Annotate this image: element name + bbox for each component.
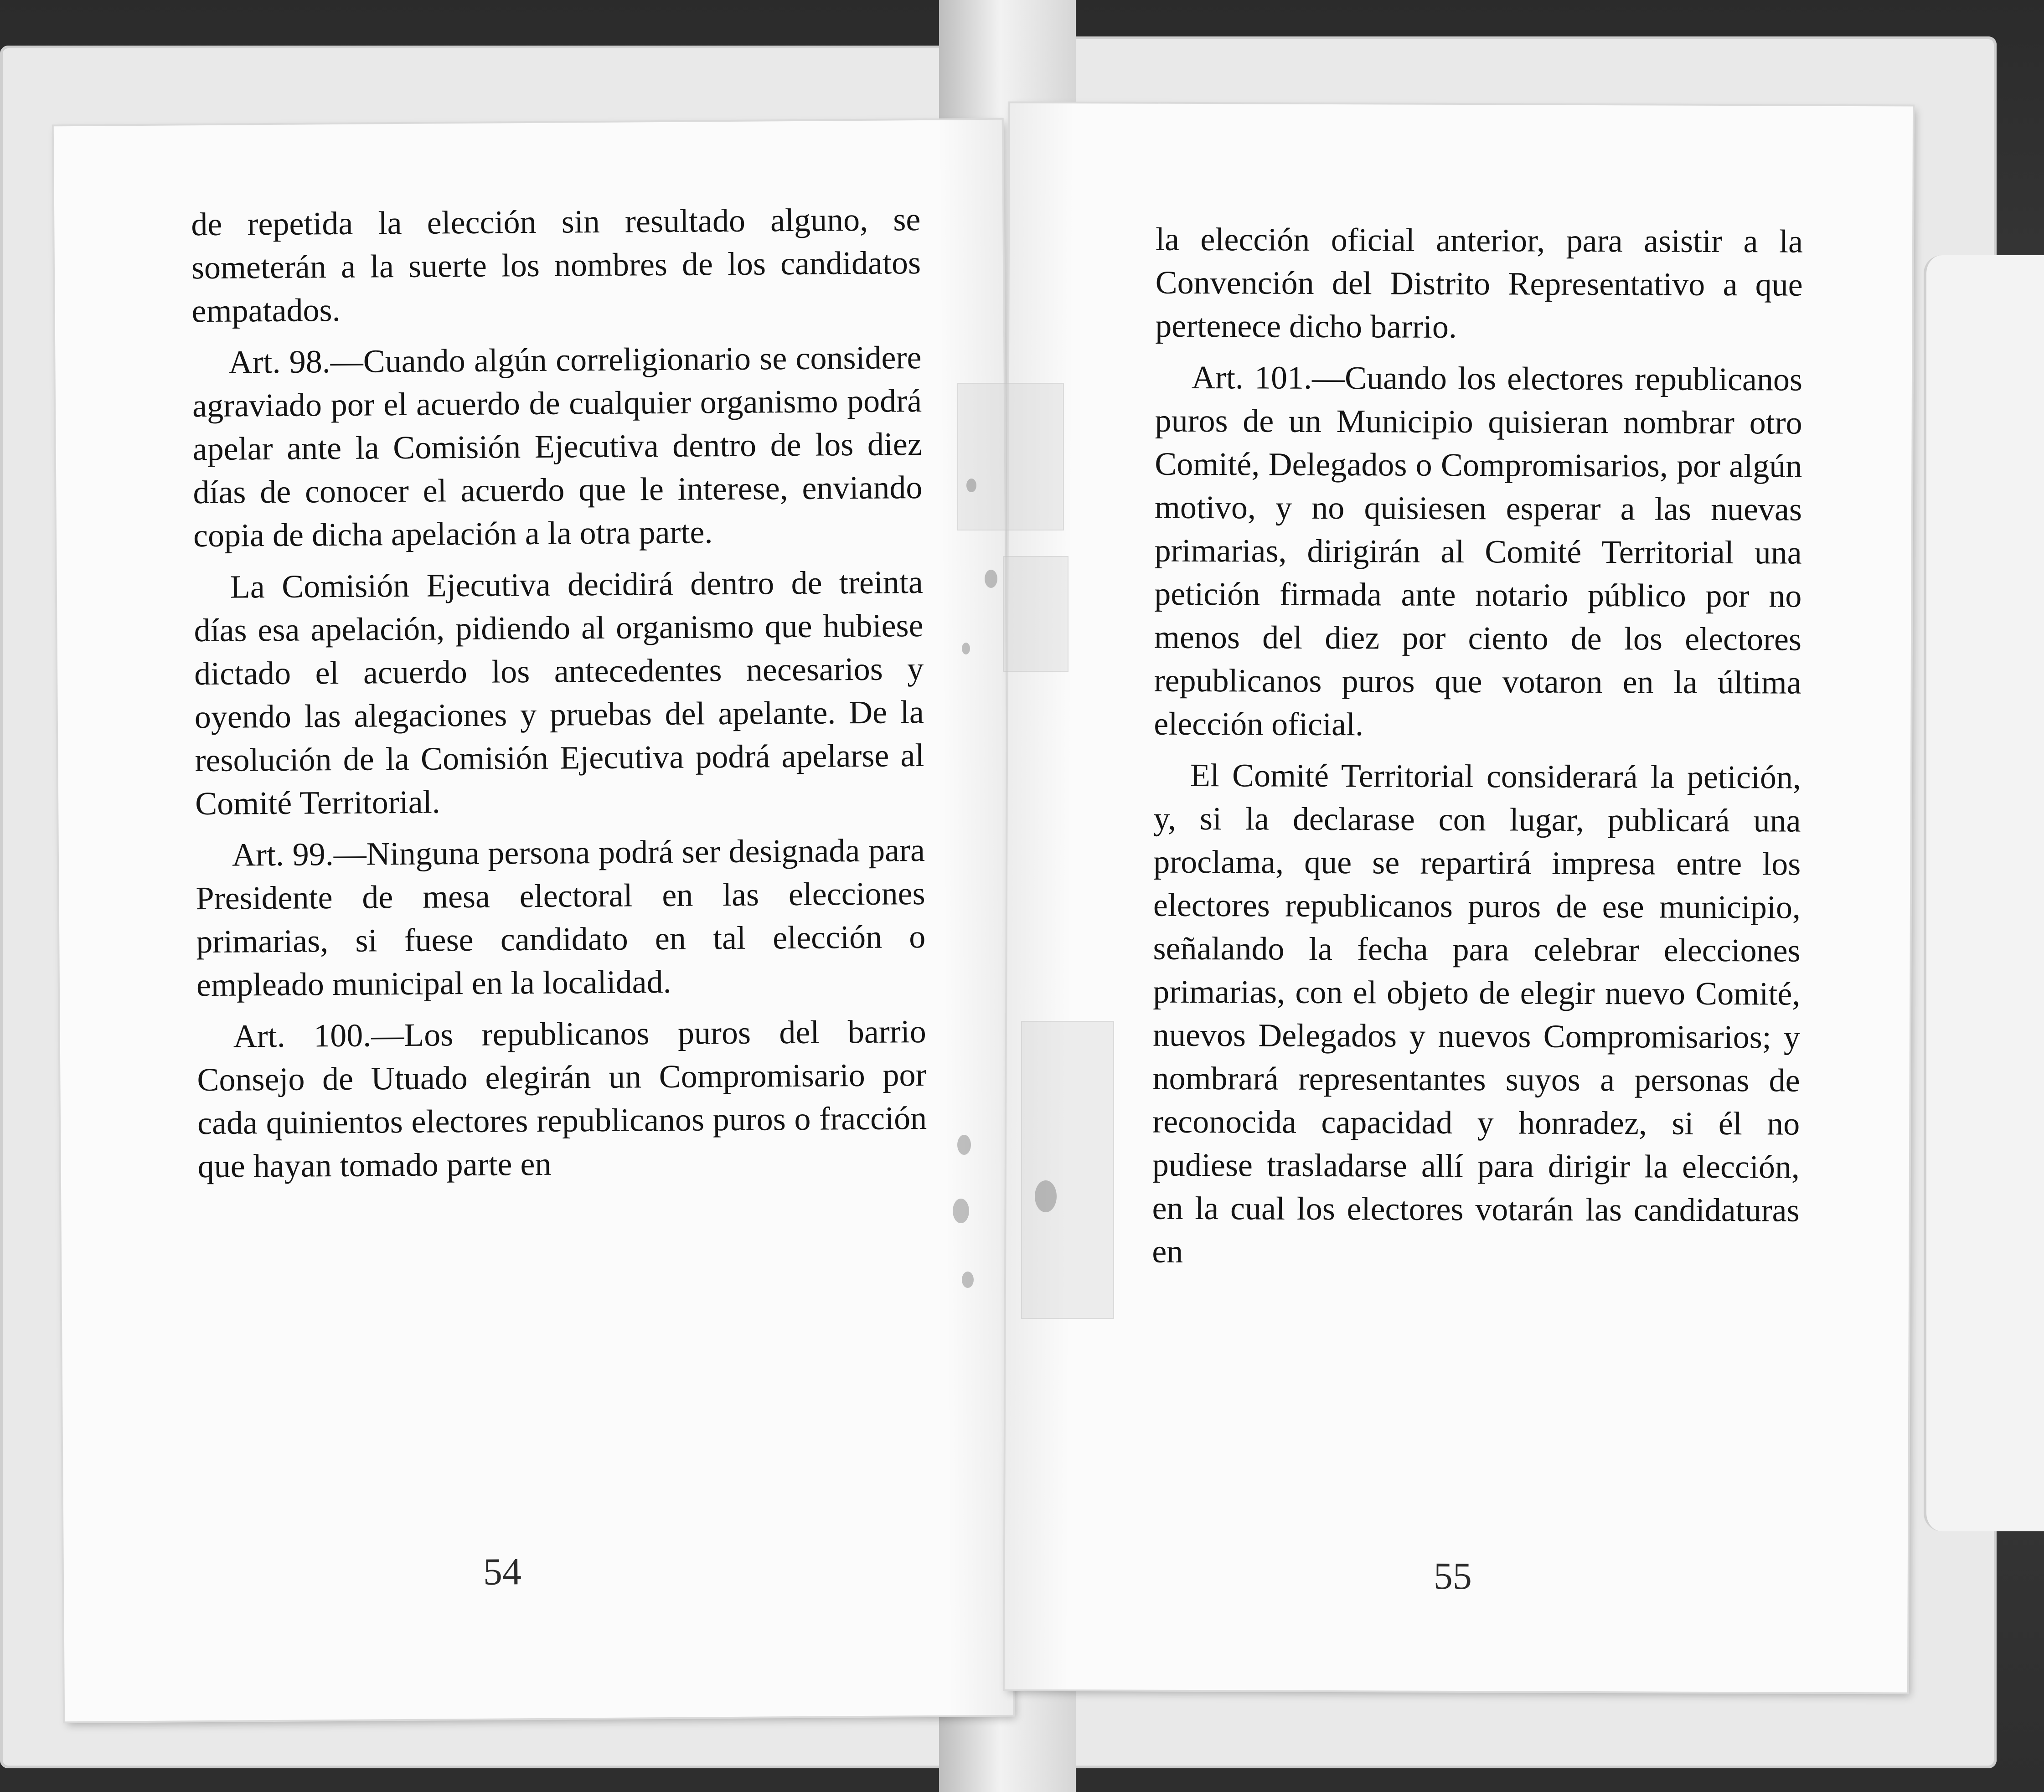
gutter-shadow bbox=[938, 120, 1013, 1715]
stain-mark bbox=[966, 479, 976, 492]
stain-mark bbox=[985, 570, 997, 588]
stain-mark bbox=[962, 643, 970, 654]
left-page-text bbox=[191, 198, 930, 1616]
tape-strip bbox=[957, 383, 1064, 530]
gutter-shadow bbox=[1005, 103, 1074, 1689]
stain-mark bbox=[957, 1135, 971, 1155]
stain-mark bbox=[953, 1199, 969, 1223]
paragraph: El Comité Territorial considerará la petición, y, si la declarase con lugar, publicará una proclama, que se repartirá impresa entre los electores republicanos puros de ese municipio, señalando la fecha para celebrar elecciones primarias, con el objeto de elegir nuevo Comité, nuevos Delegados y nuevos Compromisarios; y nombrará representantes suyos a personas de reconocida capacidad y honradez, si él no pudiese trasladarse allí para dirigir la elección, en la cual los electores votarán las candidaturas en bbox=[1152, 757, 1801, 1270]
paragraph: la elección oficial anterior, para asistir a la Convención del Distrito Representativo a que pertenece dicho barrio. bbox=[1155, 221, 1803, 345]
paragraph: Art. 98.—Cuando algún correligionario se considere agraviado por el acuerdo de cualquier organismo podrá apelar ante la Comisión Ejecutiva dentro de los diez días de conocer el acuerdo que le interese, enviando copia de dicha apelación a la otra parte. bbox=[192, 339, 923, 554]
stain-mark bbox=[962, 1272, 974, 1288]
paragraph: La Comisión Ejecutiva decidirá dentro de treinta días esa apelación, pidiendo al organismo que hubiese dictado el acuerdo los antecedentes necesarios y oyendo las alegaciones y pruebas del apelante. De la resolución de la Comisión Ejecutiva podrá apelarse al Comité Territorial. bbox=[194, 564, 924, 822]
page-number: 55 bbox=[1433, 1555, 1472, 1598]
tape-strip bbox=[1021, 1021, 1114, 1319]
paragraph: Art. 101.—Cuando los electores republicanos puros de un Municipio quisieran nombrar otro Comité, Delegados o Compromisarios, por algún motivo, y no quisiesen esperar a las nuevas primarias, dirigirán al Comité Territorial una petición firmada ante notario público por no menos del diez por ciento de los electores republicanos puros que votaron en la última elección oficial. bbox=[1154, 359, 1803, 743]
tape-strip bbox=[1003, 556, 1068, 672]
paragraph: de repetida la elección sin resultado alguno, se someterán a la suerte los nombres de los candidatos empatados. bbox=[191, 201, 921, 330]
stain-mark bbox=[1035, 1180, 1057, 1212]
paragraph: Art. 99.—Ninguna persona podrá ser designada para Presidente de mesa electoral en las elecciones primarias, si fuese candidato en tal elección o empleado municipal en la localidad. bbox=[196, 832, 926, 1004]
page-tab-insert bbox=[1924, 255, 2044, 1531]
page-number: 54 bbox=[483, 1550, 522, 1593]
right-page bbox=[1005, 103, 1913, 1693]
left-page bbox=[54, 120, 1013, 1721]
right-page-text bbox=[1151, 218, 1803, 1565]
paragraph: Art. 100.—Los republicanos puros del barrio Consejo de Utuado elegirán un Compromisario por cada quinientos electores republicanos puros o fracción que hayan tomado parte en bbox=[197, 1013, 927, 1185]
